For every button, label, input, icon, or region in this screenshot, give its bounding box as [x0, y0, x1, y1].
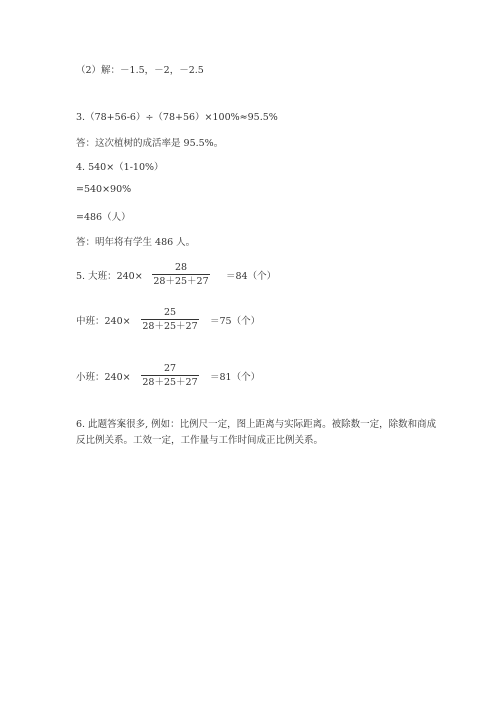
answer-6: 6. 此题答案很多, 例如：比例尺一定，图上距离与实际距离。被除数一定，除数和商成反比例关系。工效一定，工作量与工作时间成正比例关系。 [76, 419, 437, 446]
fraction-numerator: 27 [163, 363, 177, 374]
answer-5-small-result: ＝81（个） [210, 372, 261, 383]
answer-3-formula: 3.（78+56-6）÷（78+56）×100%≈95.5% [76, 112, 278, 123]
fraction-numerator: 28 [174, 262, 188, 273]
fraction-denominator: 28＋25＋27 [142, 321, 198, 332]
answer-5-small-prefix: 小班：240× [76, 372, 131, 383]
answer-5-mid-prefix: 中班：240× [76, 316, 131, 327]
answer-4-step1: =540×90% [76, 184, 132, 195]
answer-5-small-fraction [141, 363, 199, 388]
answer-4-formula: 4. 540×（1-10%） [76, 162, 164, 173]
fraction-bar [141, 375, 199, 376]
answer-5-big-result: ＝84（个） [226, 271, 277, 282]
fraction-bar [141, 319, 199, 320]
answer-4-step2: =486（人） [76, 212, 131, 223]
answer-5-mid-fraction [141, 307, 199, 332]
answer-5-big-prefix: 5. 大班：240× [76, 271, 143, 282]
fraction-numerator: 25 [163, 307, 177, 318]
answer-5-mid-result: ＝75（个） [210, 316, 261, 327]
fraction-denominator: 28＋25＋27 [142, 377, 198, 388]
answer-5-big-fraction [152, 262, 210, 287]
answer-2: （2）解：－1.5，－2，－2.5 [76, 65, 204, 76]
fraction-bar [152, 274, 210, 275]
answer-3-conclusion: 答：这次植树的成活率是 95.5%。 [76, 138, 224, 149]
answer-4-conclusion: 答：明年将有学生 486 人。 [76, 237, 196, 248]
fraction-denominator: 28＋25＋27 [153, 276, 209, 287]
